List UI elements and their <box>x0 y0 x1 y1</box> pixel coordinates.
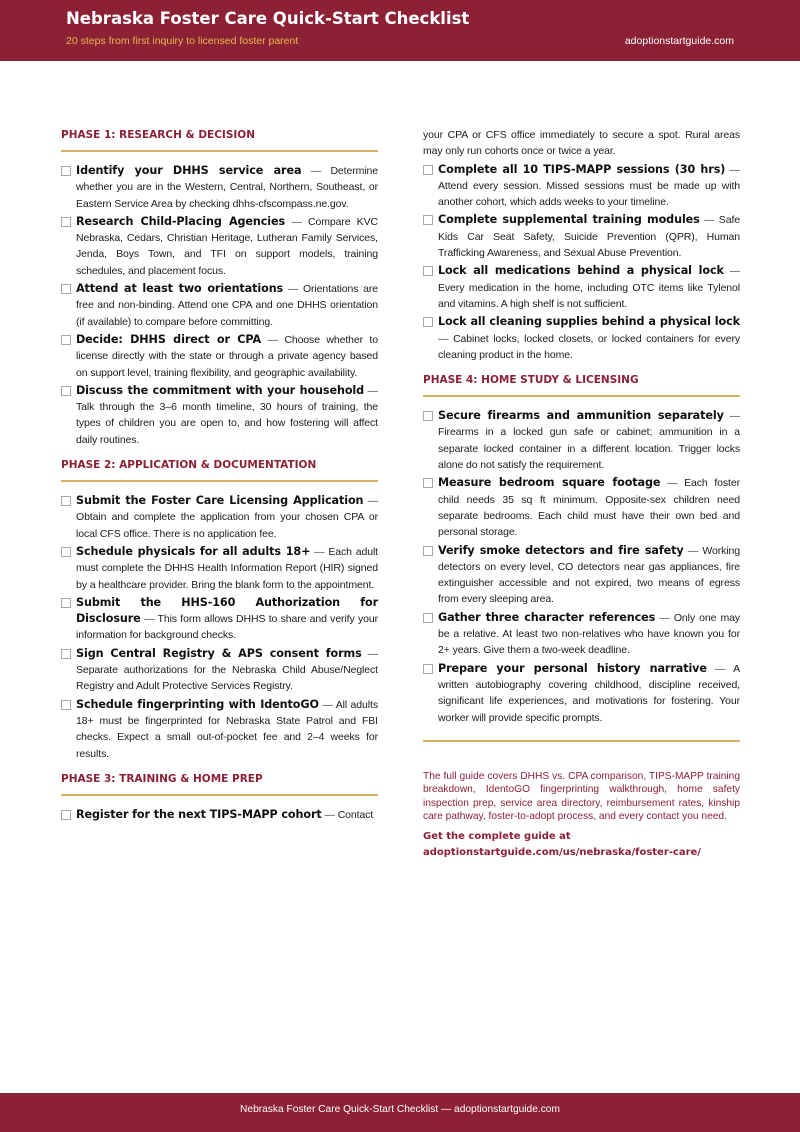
checkbox[interactable] <box>61 700 71 710</box>
checkbox[interactable] <box>61 496 71 506</box>
checkbox[interactable] <box>61 166 71 176</box>
dash: — <box>310 165 322 177</box>
checklist-item <box>61 332 378 381</box>
checklist-item <box>61 281 378 330</box>
item-title: Decide: DHHS direct or CPA <box>76 332 262 346</box>
dash: — <box>287 283 299 296</box>
page-subtitle: 20 steps from first inquiry to licensed foster parent <box>66 35 299 47</box>
item-title: Submit the Foster Care Licensing Application <box>76 494 364 508</box>
item-title: Schedule physicals for all adults 18+ <box>76 544 311 558</box>
checklist-item <box>61 544 378 593</box>
dash: — <box>367 647 378 660</box>
checklist-item <box>61 163 378 212</box>
phase-2 <box>61 457 378 762</box>
divider <box>61 150 378 152</box>
item-body: Choose whether to license directly with the state or through a private agency based on support level, training flexibility, and geographic availability. <box>76 333 378 379</box>
divider <box>61 480 378 482</box>
item-body: Contact <box>337 808 374 821</box>
checkbox[interactable] <box>423 411 433 421</box>
checkbox[interactable] <box>61 335 71 345</box>
phase-1 <box>61 127 378 448</box>
checkbox[interactable] <box>61 649 71 659</box>
dash: — <box>704 214 715 227</box>
checkbox[interactable] <box>423 613 433 623</box>
phase-4 <box>423 372 740 726</box>
footer-text: Nebraska Foster Care Quick-Start Checklist — adoptionstartguide.com <box>240 1104 560 1115</box>
dash: — <box>324 808 335 821</box>
divider <box>423 395 740 397</box>
item-body: Cabinet locks, locked closets, or locked containers for every cleaning product in the home. <box>438 332 740 361</box>
checklist-item <box>61 383 378 448</box>
checkbox[interactable] <box>423 546 433 556</box>
item-continuation: your CPA or CFS office immediately to secure a spot. Rural areas may only run cohorts once or twice a year. <box>423 129 740 158</box>
item-title: Research Child-Placing Agencies <box>76 214 286 228</box>
checkbox[interactable] <box>423 165 433 175</box>
checklist-item <box>61 807 378 823</box>
checklist-item <box>61 646 378 695</box>
checklist-item <box>423 212 740 261</box>
item-title: Verify smoke detectors and fire safety <box>438 543 684 557</box>
item-body: Each foster child needs 35 sq ft minimum. Opposite-sex children need separate bedrooms. Each child must have their own bed and personal storage. <box>438 477 740 539</box>
checklist-item <box>423 162 740 211</box>
checklist-item <box>423 543 740 608</box>
divider <box>423 740 740 742</box>
checkbox[interactable] <box>61 547 71 557</box>
item-title: Complete supplemental training modules <box>438 213 700 227</box>
checkbox[interactable] <box>423 478 433 488</box>
item-title: Lock all cleaning supplies behind a physical lock <box>438 315 740 329</box>
item-body: All adults 18+ must be fingerprinted for Nebraska State Patrol and FBI checks. Expect a small out-of-pocket fee and 2–4 weeks for results. <box>76 698 378 760</box>
checkbox[interactable] <box>423 664 433 674</box>
dash: — <box>143 613 155 626</box>
item-body: This form allows DHHS to share and verify your information for background checks. <box>76 613 378 642</box>
checkbox[interactable] <box>423 317 433 327</box>
item-title: Sign Central Registry & APS consent forms <box>76 646 362 660</box>
checklist-item <box>423 610 740 659</box>
dash: — <box>687 544 699 557</box>
checklist-item <box>61 214 378 279</box>
item-title: Complete all 10 TIPS-MAPP sessions (30 hrs) <box>438 162 726 176</box>
page-title: Nebraska Foster Care Quick-Start Checklist <box>66 9 470 28</box>
right-column <box>423 127 740 861</box>
dash: — <box>729 410 740 423</box>
phase-2-title: PHASE 2: APPLICATION & DOCUMENTATION <box>61 459 317 472</box>
item-title: Attend at least two orientations <box>76 282 284 296</box>
checkbox[interactable] <box>423 215 433 225</box>
dash: — <box>322 698 333 711</box>
item-title: Measure bedroom square footage <box>438 476 661 490</box>
divider <box>61 794 378 796</box>
checklist-item <box>423 263 740 312</box>
page-header <box>0 0 800 61</box>
checkbox[interactable] <box>61 386 71 396</box>
item-body: Separate authorizations for the Nebraska Child Abuse/Neglect Registry and Adult Protective Services Registry. <box>76 664 378 693</box>
cta-label: Get the complete guide at <box>423 831 571 843</box>
phase-3 <box>61 771 378 823</box>
item-body: A written autobiography covering childhood, discipline received, significant life experiences, and motivations for fostering. Your worker will provide specific prompts. <box>438 662 740 724</box>
phase-3-title: PHASE 3: TRAINING & HOME PREP <box>61 772 263 785</box>
dash: — <box>314 545 325 558</box>
item-title: Prepare your personal history narrative <box>438 661 707 675</box>
item-body: Determine whether you are in the Western, Central, Northern, Southeast, or Eastern Service Area by checking dhhs-cfscompass.ne.gov. <box>76 165 378 210</box>
item-title: Lock all medications behind a physical lock <box>438 264 724 278</box>
dash: — <box>715 662 726 675</box>
promo-text: The full guide covers DHHS vs. CPA comparison, TIPS-MAPP training breakdown, IdentoGO fingerprinting walkthrough, home safety inspection prep, service area directory, reimbursement rates, kinship care pathway, foster-to-adopt process, and every contact you need. <box>423 770 740 823</box>
checklist-item <box>61 493 378 542</box>
item-body: Firearms in a locked gun safe or cabinet; ammunition in a separate locked container in a different location. Trigger locks alone do not satisfy the requirement. <box>438 426 740 472</box>
item-body: Safe Kids Car Seat Safety, Suicide Prevention (QPR), Human Trafficking Awareness, and Sexual Abuse Prevention. <box>438 214 740 260</box>
item-body: Attend every session. Missed sessions must be made up with another cohort, which adds weeks to your timeline. <box>438 179 740 209</box>
dash: — <box>267 333 278 346</box>
checkbox[interactable] <box>61 284 71 294</box>
left-column <box>61 127 378 825</box>
page-footer <box>0 1093 800 1132</box>
checkbox[interactable] <box>61 810 71 820</box>
item-title: Register for the next TIPS-MAPP cohort <box>76 807 322 821</box>
dash: — <box>659 611 670 624</box>
item-body: Every medication in the home, including OTC items like Tylenol and vitamins. A high shelf is not sufficient. <box>438 281 740 310</box>
item-title: Secure firearms and ammunition separately <box>438 409 724 423</box>
checklist-item <box>423 408 740 473</box>
dash: — <box>667 477 678 490</box>
item-body: Only one may be a relative. At least two non-relatives who have known you for 2+ years. Give them a two-week deadline. <box>438 611 740 657</box>
checkbox[interactable] <box>423 266 433 276</box>
item-title: Schedule fingerprinting with IdentoGO <box>76 697 319 711</box>
item-title: Gather three character references <box>438 610 656 624</box>
item-title: Discuss the commitment with your household <box>76 383 365 397</box>
dash: — <box>729 265 740 278</box>
phase-4-title: PHASE 4: HOME STUDY & LICENSING <box>423 374 639 387</box>
phase-1-title: PHASE 1: RESEARCH & DECISION <box>61 129 256 141</box>
dash: — <box>367 495 378 508</box>
item-body: Compare KVC Nebraska, Cedars, Christian Heritage, Lutheran Family Services, Jenda, Boys Town, and TFI on support models, training schedules, and placement focus. <box>76 215 378 277</box>
item-body: Orientations are free and non-binding. Attend one CPA and one DHHS orientation (if available) to compare before committing. <box>76 283 378 328</box>
checklist-item <box>423 314 740 363</box>
dash: — <box>367 384 378 397</box>
item-title: Submit the HHS-160 Authorization for Disclosure <box>76 595 378 626</box>
item-body: Working detectors on every level, CO detectors near gas appliances, fire extinguisher accessible and not expired, two means of egress from every sleeping area. <box>438 544 740 606</box>
checkbox[interactable] <box>61 598 71 608</box>
checklist-item <box>423 661 740 726</box>
header-site-link[interactable]: adoptionstartguide.com <box>624 35 734 47</box>
dash: — <box>729 163 740 176</box>
checkbox[interactable] <box>61 217 71 227</box>
item-body: Each adult must complete the DHHS Health Information Report (HIR) signed by a healthcare provider. Bring the blank form to the appointment. <box>76 545 378 591</box>
dash: — <box>291 215 302 228</box>
checklist-item <box>61 595 378 644</box>
dash: — <box>438 332 449 345</box>
item-body: Talk through the 3–6 month timeline, 30 hours of training, the types of children you are open to, and how fostering will affect daily routines. <box>76 401 378 446</box>
checklist-item <box>423 475 740 540</box>
checklist-item <box>61 697 378 762</box>
cta-link[interactable]: adoptionstartguide.com/us/nebraska/foster-care/ <box>423 847 701 859</box>
item-body: Obtain and complete the application from your chosen CPA or local CFS office. There is no application fee. <box>76 511 378 540</box>
item-title: Identify your DHHS service area <box>76 164 302 177</box>
